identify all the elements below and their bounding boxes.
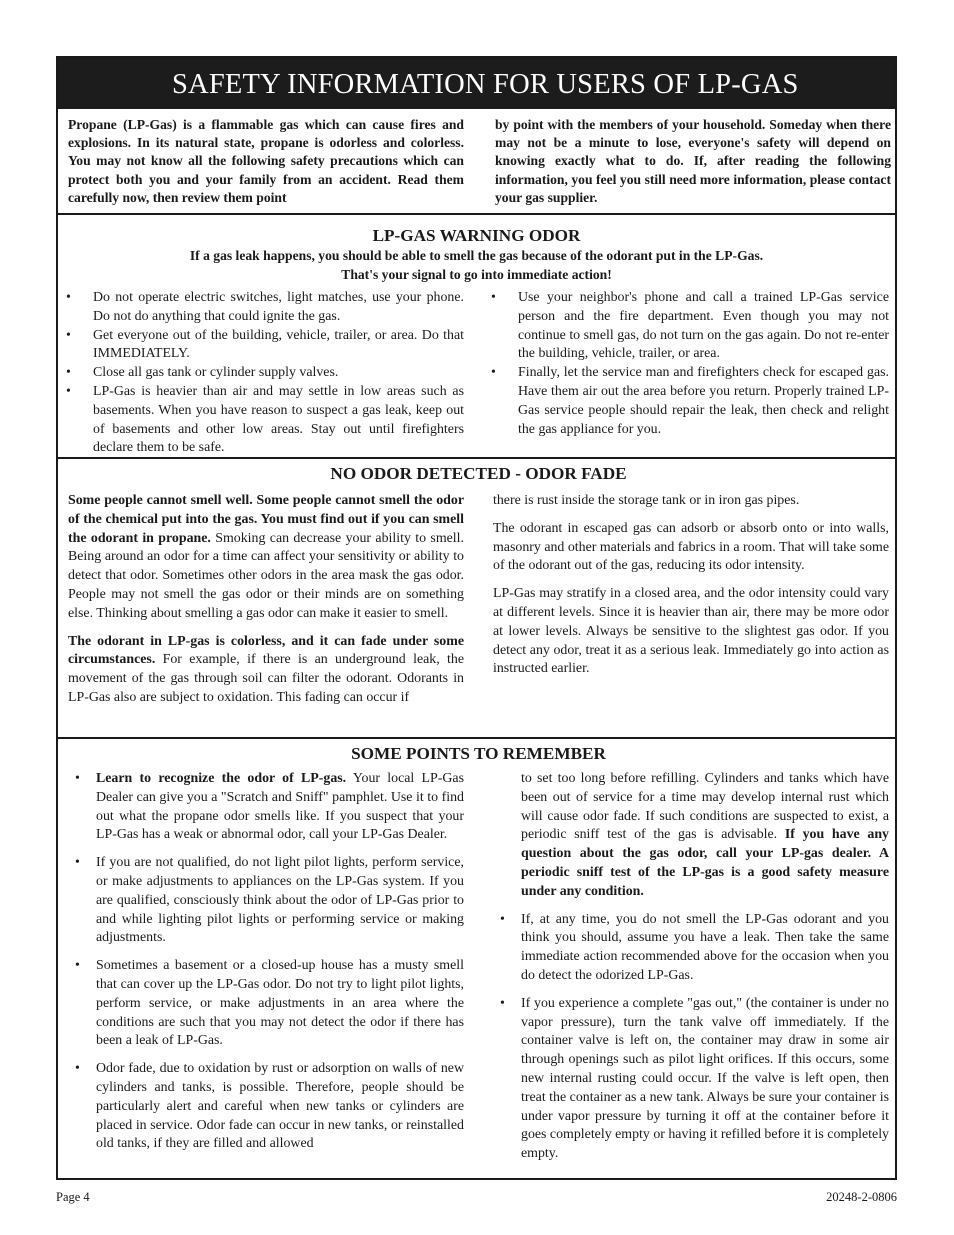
warning-subtitle-1: If a gas leak happens, you should be able to smell the gas because of the odorant put in the LP-Gas. <box>189 248 764 263</box>
list-item: • LP-Gas is heavier than air and may settle in low areas such as basements. When you have reason to suspect a gas leak, keep out of basements and other low areas. Stay out until firefighters declare them to be safe. <box>64 383 464 458</box>
title-banner <box>58 58 895 109</box>
odor-paragraph-3: there is rust inside the storage tank or in iron gas pipes. <box>493 493 800 508</box>
odor-title: NO ODOR DETECTED - ODOR FADE <box>330 464 627 483</box>
warning-list-left <box>64 289 464 458</box>
list-item: • Get everyone out of the building, vehicle, trailer, or area. Do that IMMEDIATELY. <box>64 327 464 365</box>
list-item: • If you experience a complete "gas out," (the container is under no vapor pressure), turn the tank valve off immediately. If the container valve is left on, the container may draw in some air through openings such as pilot light orifices. If this occurs, some new internal rusting could occur. If the valve is left open, then treat the container as a new tank. Always be sure your container is under vapor pressure by turning it off at the container before it goes completely empty or having it refilled before it is completely empty. <box>493 995 889 1164</box>
points-list-left <box>68 770 464 1154</box>
document-code: 20248-2-0806 <box>826 1190 897 1204</box>
intro-section <box>58 109 895 215</box>
safety-frame <box>56 56 897 1180</box>
warning-title: LP-GAS WARNING ODOR <box>372 226 581 245</box>
list-item: • Finally, let the service man and firefighters check for escaped gas. Have them air out the area before you return. Properly trained LP-Gas service people should repair the leak, then check and relight the gas appliance for you. <box>489 364 889 439</box>
odor-paragraph-4: The odorant in escaped gas can adsorb or absorb onto or into walls, masonry and other materials and fabrics in a room. That will take some of the odorant out of the gas, reducing its odor intensity. <box>493 520 889 574</box>
odor-paragraph-5: LP-Gas may stratify in a closed area, and the odor intensity could vary at different levels. Since it is heavier than air, there may be more odor at lower levels. Always be sensitive to the slightest gas odor. If you detect any odor, treat it as a serious leak. Immediately go into action as instructed earlier. <box>493 586 889 677</box>
list-item: • Do not operate electric switches, light matches, use your phone. Do not do anything that could ignite the gas. <box>64 289 464 327</box>
odor-paragraph-2: The odorant in LP-gas is colorless, and it can fade under some circumstances. For example, if there is an underground leak, the movement of the gas through soil can filter the odorant. Odorants in LP-Gas also are subject to oxidation. This fading can occur if <box>68 633 464 705</box>
list-item: to set too long before refilling. Cylinders and tanks which have been out of service for a time may develop internal rust which will cause odor fade. If such conditions are suspected to exist, a periodic sniff test of the gas is advisable. If you have any question about the gas odor, call your LP-gas dealer. A periodic sniff test of the LP-gas is a good safety measure under any condition. <box>521 771 889 899</box>
warning-odor-section <box>58 215 895 459</box>
points-title: SOME POINTS TO REMEMBER <box>351 744 606 763</box>
odor-fade-section <box>58 459 895 739</box>
warning-list-right <box>489 289 889 439</box>
page-number: Page 4 <box>56 1190 90 1204</box>
points-section <box>58 739 895 1173</box>
warning-subtitle-2: That's your signal to go into immediate action! <box>341 267 612 282</box>
list-item: • Odor fade, due to oxidation by rust or adsorption on walls of new cylinders and tanks, is possible. Therefore, people should be particularly alert and careful when new tanks or cylinders are placed in service. Odor fade can occur in new tanks, or reinstalled old tanks, if they are filled and allowed <box>68 1060 464 1154</box>
list-item: • Use your neighbor's phone and call a trained LP-Gas service person and the fire department. Even though you may not continue to smell gas, do not turn on the gas again. Do not re-enter the building, vehicle, trailer, or area. <box>489 289 889 364</box>
list-item: • Sometimes a basement or a closed-up house has a musty smell that can cover up the LP-Gas odor. Do not try to light pilot lights, perform service, or make adjustments in an area where the conditions are such that you may not detect the odor if there has been a leak of LP-Gas. <box>68 957 464 1051</box>
points-list-right <box>493 770 889 1164</box>
list-item: • If you are not qualified, do not light pilot lights, perform service, or make adjustments to appliances on the LP-Gas system. If you are qualified, consciously think about the odor of LP-Gas prior to and while lighting pilot lights or performing service or making adjustments. <box>68 854 464 948</box>
odor-paragraph-1: Some people cannot smell well. Some people cannot smell the odor of the chemical put into the gas. You must find out if you can smell the odorant in propane. Smoking can decrease your ability to smell. Being around an odor for a time can affect your sensitivity or ability to detect that odor. Sometimes other odors in the area mask the gas odor. People may not smell the gas odor or their minds are on something else. Thinking about smelling a gas odor can make it easier to smell. <box>68 493 464 621</box>
list-item: • If, at any time, you do not smell the LP-Gas odorant and you think you should, assume you have a leak. Then take the same immediate action recommended above for the occasion when you do detect the odorized LP-Gas. <box>493 911 889 986</box>
intro-left: Propane (LP-Gas) is a flammable gas which can cause fires and explosions. In its natural state, propane is odorless and colorless. You may not know all the following safety precautions which can protect both you and your family from an accident. Read them carefully now, then review them point <box>68 117 464 205</box>
page-title: SAFETY INFORMATION FOR USERS OF LP-GAS <box>172 69 799 100</box>
list-item: • Close all gas tank or cylinder supply valves. <box>64 364 464 383</box>
list-item: • Learn to recognize the odor of LP-gas. Your local LP-Gas Dealer can give you a "Scratch and Sniff" pamphlet. Use it to find out what the propane odor smells like. If you suspect that your LP-Gas has a weak or abnormal odor, call your LP-Gas Dealer. <box>68 770 464 845</box>
intro-right: by point with the members of your household. Someday when there may not be a minute to lose, everyone's safety will depend on knowing exactly what to do. If, after reading the following information, you feel you still need more information, please contact your gas supplier. <box>495 117 891 205</box>
